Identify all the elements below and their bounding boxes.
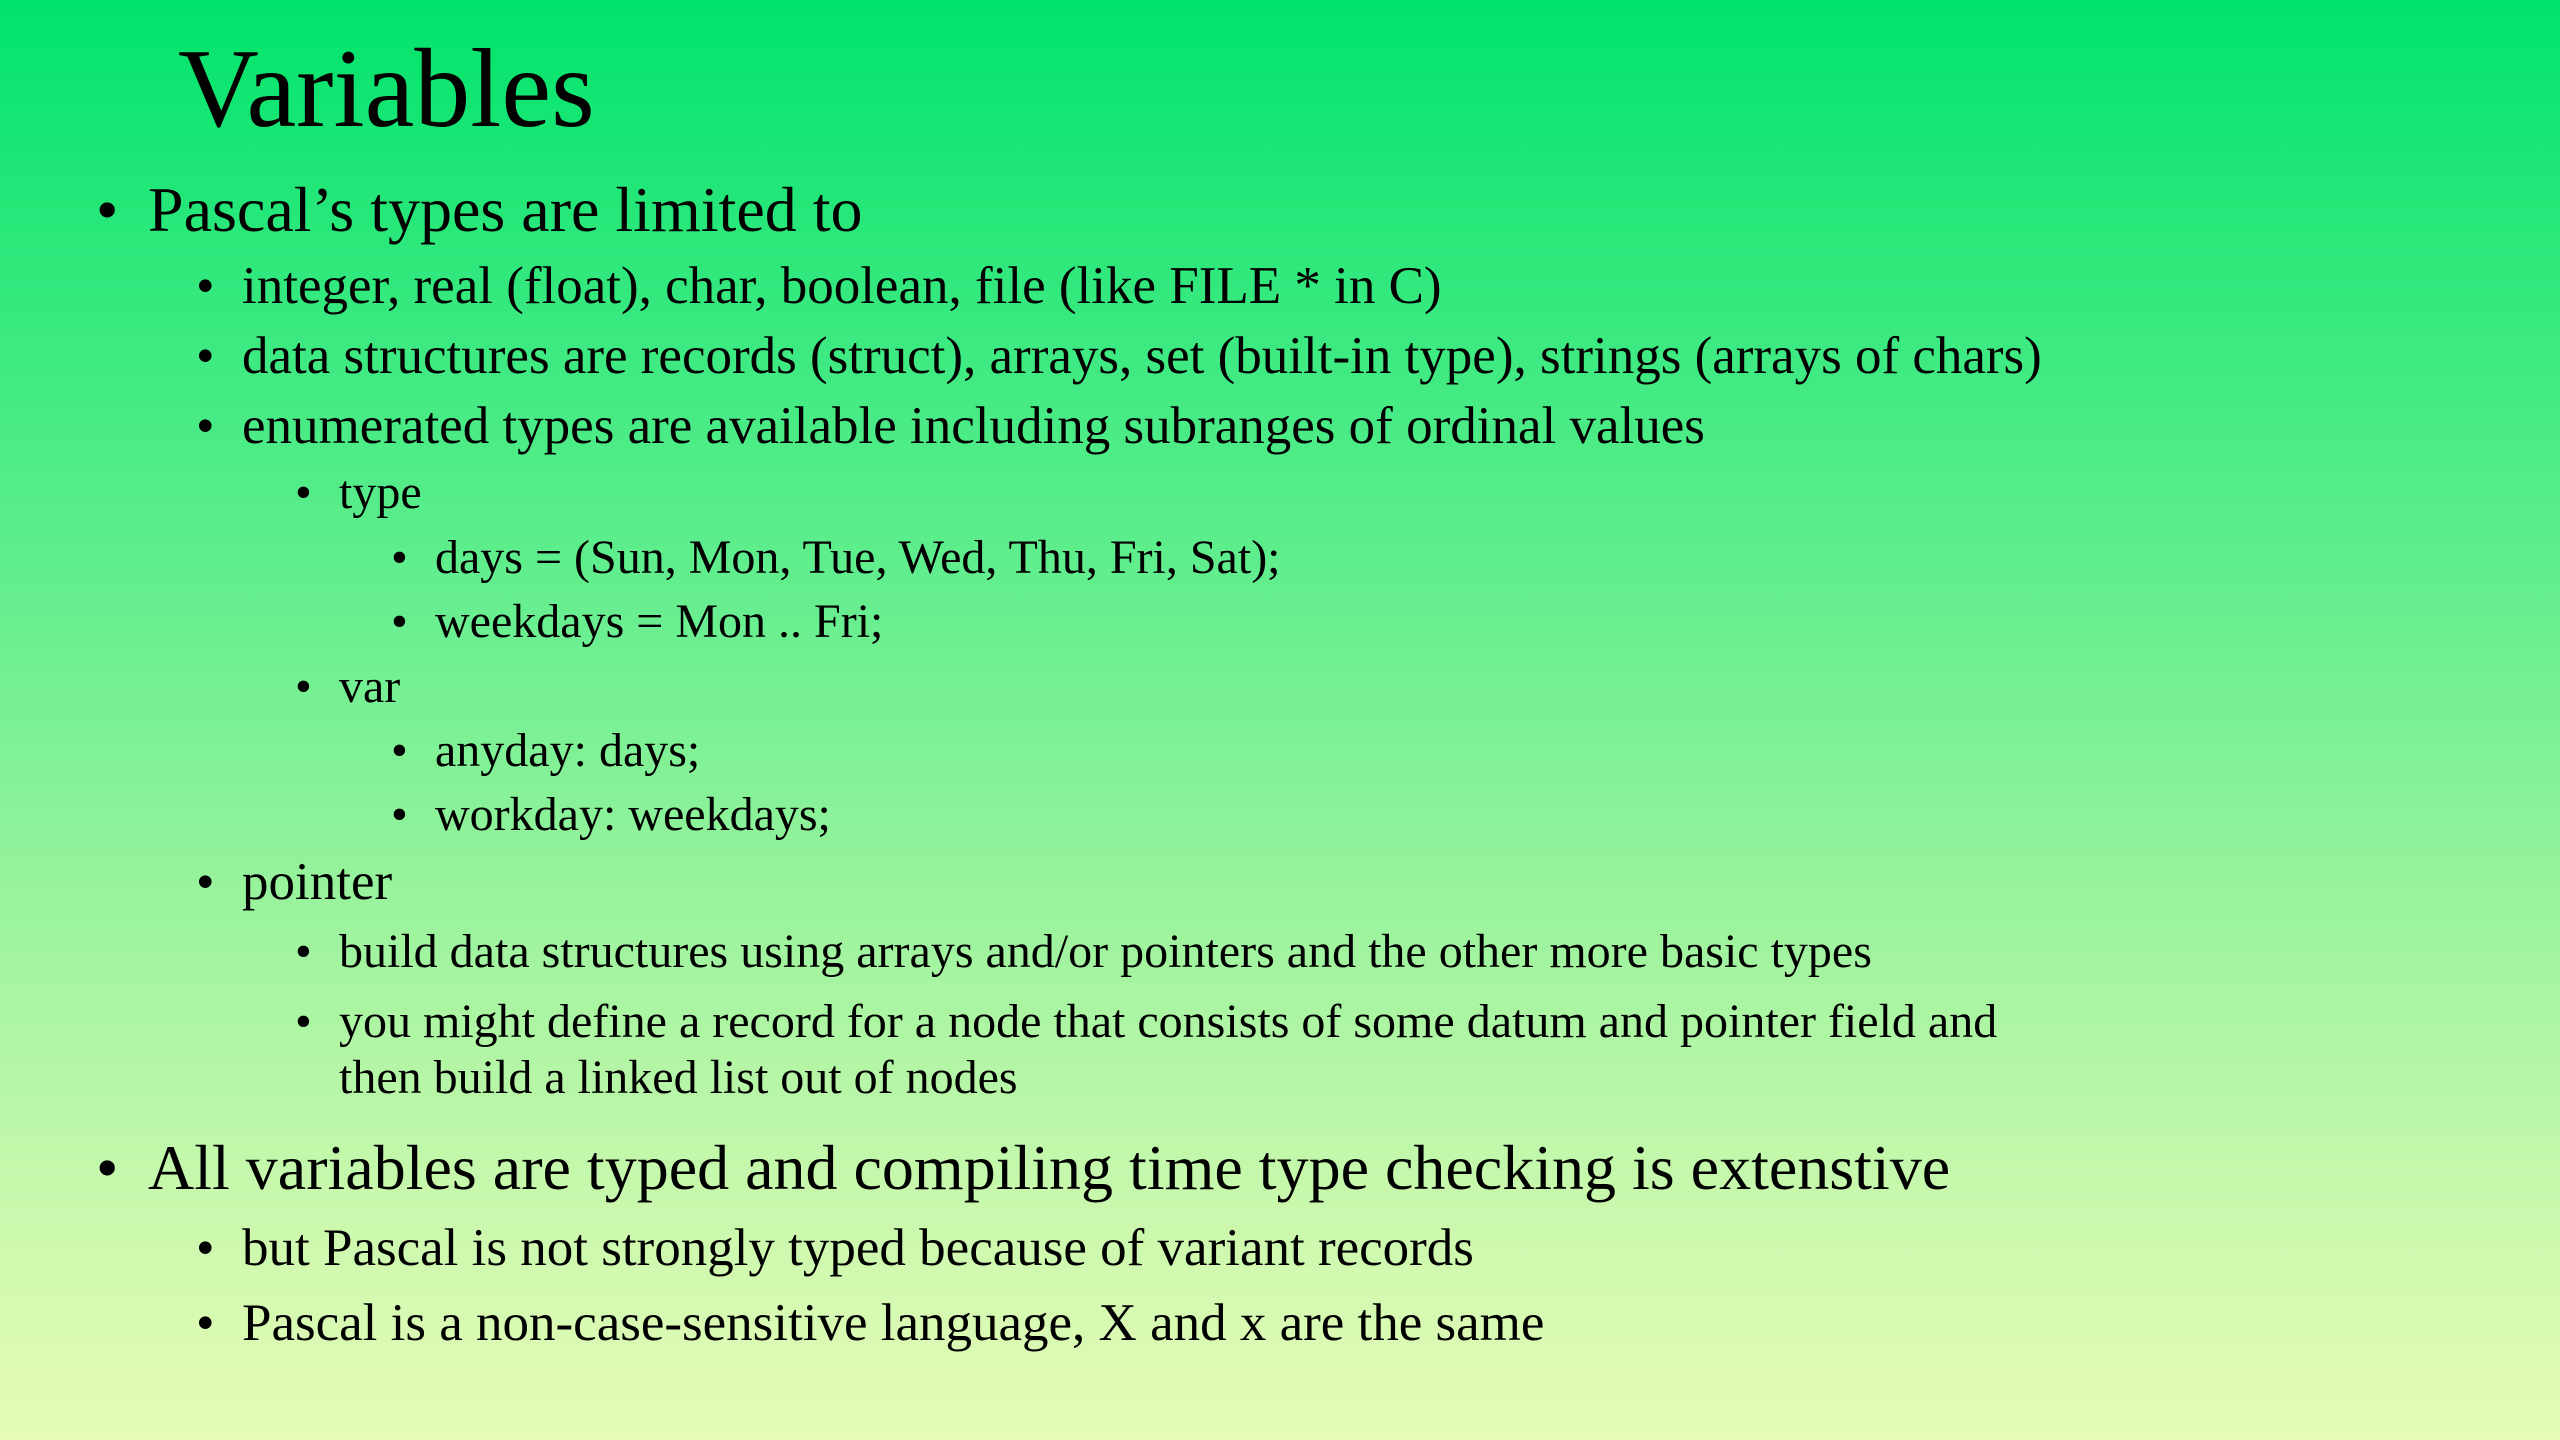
bullet-icon: • (196, 1219, 215, 1277)
bullet-text: anyday: days; (435, 724, 701, 777)
bullet-text: type (339, 466, 422, 519)
bullet-icon: • (96, 1132, 119, 1203)
bullet-text: All variables are typed and compiling time type checking is extenstive (148, 1132, 1951, 1203)
bullet-icon: • (391, 724, 408, 777)
slide-title: Variables (178, 27, 595, 151)
bullet-icon: • (196, 1294, 215, 1352)
bullet-text: Pascal’s types are limited to (148, 174, 863, 245)
bullet-text: days = (Sun, Mon, Tue, Wed, Thu, Fri, Sat); (435, 531, 1281, 584)
bullet-item-type-keyword (295, 465, 422, 521)
bullet-text: but Pascal is not strongly typed because of variant records (242, 1219, 1474, 1277)
bullet-item-build-data-structures (295, 924, 1872, 980)
bullet-item-all-variables-typed (96, 1130, 1951, 1206)
bullet-text: workday: weekdays; (435, 788, 831, 841)
bullet-text: enumerated types are available including subranges of ordinal values (242, 397, 1705, 455)
bullet-icon: • (295, 925, 312, 978)
bullet-icon: • (196, 397, 215, 455)
bullet-text: build data structures using arrays and/or pointers and the other more basic types (339, 925, 1872, 978)
bullet-icon: • (391, 788, 408, 841)
bullet-icon: • (196, 257, 215, 315)
bullet-icon: • (295, 995, 312, 1048)
bullet-text: integer, real (float), char, boolean, file (like FILE * in C) (242, 257, 1442, 315)
bullet-item-weekdays-definition (391, 594, 884, 650)
bullet-text: Pascal is a non-case-sensitive language, X and x are the same (242, 1294, 1545, 1352)
bullet-item-linked-list-node (295, 994, 1998, 1106)
bullet-item-data-structures (196, 325, 2042, 387)
bullet-item-enumerated-types (196, 395, 1705, 457)
bullet-item-pointer (196, 851, 393, 913)
bullet-icon: • (196, 853, 215, 911)
bullet-text: pointer (242, 853, 393, 911)
bullet-text: weekdays = Mon .. Fri; (435, 595, 884, 648)
bullet-text: you might define a record for a node that consists of some datum and pointer field and (339, 995, 1998, 1048)
bullet-icon: • (295, 660, 312, 713)
bullet-text-continuation: then build a linked list out of nodes (339, 1051, 1018, 1104)
bullet-item-var-keyword (295, 659, 401, 715)
bullet-icon: • (391, 595, 408, 648)
bullet-item-case-insensitive (196, 1292, 1545, 1354)
bullet-item-primitive-types (196, 255, 1442, 317)
bullet-icon: • (391, 531, 408, 584)
bullet-item-workday-declaration (391, 787, 831, 843)
bullet-text: var (339, 660, 401, 713)
bullet-item-pascal-types (96, 172, 863, 248)
bullet-item-anyday-declaration (391, 723, 701, 779)
bullet-text: data structures are records (struct), arrays, set (built-in type), strings (arrays of chars) (242, 327, 2042, 385)
bullet-icon: • (196, 327, 215, 385)
bullet-item-not-strongly-typed (196, 1217, 1474, 1279)
bullet-item-days-definition (391, 530, 1281, 586)
bullet-icon: • (96, 174, 119, 245)
bullet-icon: • (295, 466, 312, 519)
